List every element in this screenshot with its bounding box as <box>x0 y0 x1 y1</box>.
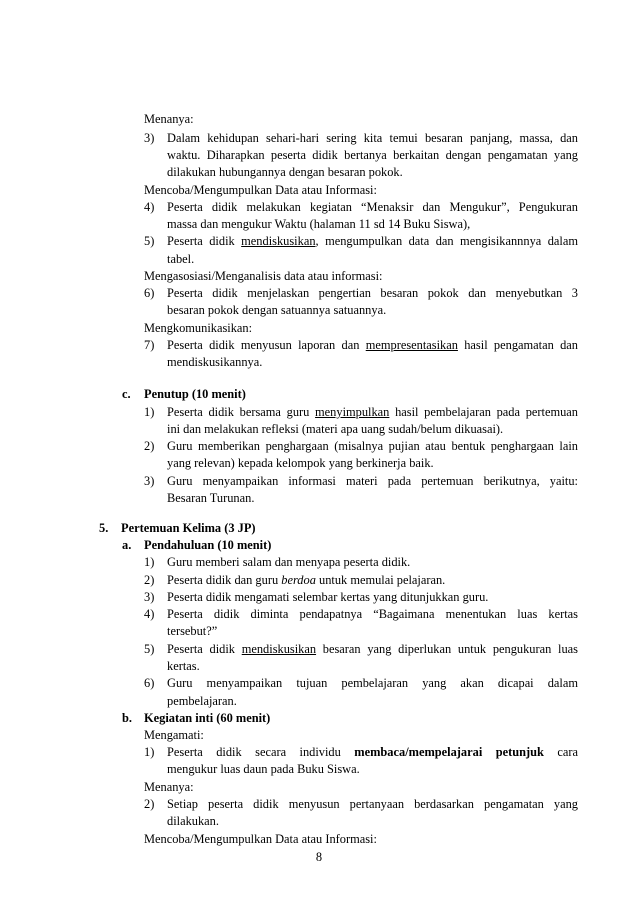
section-letter: b. <box>122 711 132 725</box>
item-text: Peserta didik menjelaskan pengertian besaran pokok dan menyebutkan 3 <box>167 286 578 300</box>
text-run: Peserta didik menyusun laporan dan <box>167 338 366 352</box>
kegiatan-inti-heading: Kegiatan inti (60 menit) <box>144 711 271 725</box>
item-text: Guru menyampaikan tujuan pembelajaran yang akan dicapai dalam <box>167 676 578 690</box>
item-number: 1) <box>144 745 155 759</box>
section-number: 5. <box>99 521 109 535</box>
item-text: dilakukan hubungannya dengan besaran pokok. <box>167 165 403 179</box>
item-text: dilakukan. <box>167 814 219 828</box>
text-run: hasil pengamatan dan <box>457 338 578 352</box>
item-number: 5) <box>144 642 155 656</box>
item-number: 2) <box>144 573 155 587</box>
item-text <box>167 744 578 760</box>
underlined-term: mendiskusikan <box>241 234 316 248</box>
text-run: Peserta didik <box>167 234 242 248</box>
text-run: besaran yang diperlukan untuk pengukuran luas <box>316 642 579 656</box>
underlined-term: menyimpulkan <box>315 405 390 419</box>
item-text: Guru memberikan penghargaan (misalnya pujian atau bentuk penghargaan lain <box>167 439 578 453</box>
section-letter: c. <box>122 387 131 401</box>
text-run: Peserta didik <box>167 642 242 656</box>
item-text <box>167 641 578 657</box>
item-number: 2) <box>144 797 155 811</box>
item-text: Peserta didik melakukan kegiatan “Menaksir dan Mengukur”, Pengukuran <box>167 200 578 214</box>
item-text: mendiskusikannya. <box>167 355 263 369</box>
text-run: Peserta didik bersama guru <box>167 405 316 419</box>
item-text: Peserta didik diminta pendapatnya “Bagaimana menentukan luas kertas <box>167 607 578 621</box>
text-run: Peserta didik dan guru <box>167 573 282 587</box>
item-number: 1) <box>144 405 155 419</box>
page-number: 8 <box>315 850 323 864</box>
item-number: 6) <box>144 286 155 300</box>
item-number: 3) <box>144 590 155 604</box>
item-text: pembelajaran. <box>167 694 237 708</box>
menanya-label: Menanya: <box>144 112 194 126</box>
item-text: kertas. <box>167 659 200 673</box>
item-text: Guru memberi salam dan menyapa peserta didik. <box>167 555 411 569</box>
pendahuluan-heading: Pendahuluan (10 menit) <box>144 538 272 552</box>
text-run: cara <box>543 745 578 759</box>
section-letter: a. <box>122 538 132 552</box>
item-number: 4) <box>144 607 155 621</box>
mengamati-label: Mengamati: <box>144 728 204 742</box>
item-number: 3) <box>144 474 155 488</box>
underlined-term: mendiskusikan <box>241 642 317 656</box>
item-text: Setiap peserta didik menyusun pertanyaan berdasarkan pengamatan yang <box>167 797 578 811</box>
underlined-term: mempresentasikan <box>365 338 458 352</box>
bold-term: membaca/mempelajarai petunjuk <box>354 745 544 759</box>
item-number: 2) <box>144 439 155 453</box>
mencoba-label: Mencoba/Mengumpulkan Data atau Informasi: <box>144 183 377 197</box>
item-text <box>167 572 445 588</box>
text-run: Peserta didik secara individu <box>167 745 355 759</box>
item-number: 5) <box>144 234 155 248</box>
item-text: mengukur luas daun pada Buku Siswa. <box>167 762 360 776</box>
item-text: tabel. <box>167 252 195 266</box>
item-text: Dalam kehidupan sehari-hari sering kita temui besaran panjang, massa, dan <box>167 131 578 145</box>
italic-term: berdoa <box>281 573 316 587</box>
penutup-heading: Penutup (10 menit) <box>144 387 246 401</box>
item-text: massa dan mengukur Waktu (halaman 11 sd 14 Buku Siswa), <box>167 217 471 231</box>
menanya-label: Menanya: <box>144 780 194 794</box>
item-number: 1) <box>144 555 155 569</box>
item-text: yang relevan) kepada kelompok yang berkinerja baik. <box>167 456 434 470</box>
mengasosiasi-label: Mengasosiasi/Menganalisis data atau informasi: <box>144 269 383 283</box>
item-text: Besaran Turunan. <box>167 491 255 505</box>
item-text <box>167 337 578 353</box>
item-text: Guru menyampaikan informasi materi pada pertemuan berikutnya, yaitu: <box>167 474 578 488</box>
item-number: 3) <box>144 131 155 145</box>
item-text: waktu. Diharapkan peserta didik bertanya berkaitan dengan pengamatan yang <box>167 148 578 162</box>
item-text: ini dan melakukan refleksi (materi apa uang sudah/belum dikuasai). <box>167 422 504 436</box>
pertemuan-heading: Pertemuan Kelima (3 JP) <box>121 521 256 535</box>
text-run: hasil pembelajaran pada pertemuan <box>389 405 578 419</box>
item-number: 4) <box>144 200 155 214</box>
mengkomunikasikan-label: Mengkomunikasikan: <box>144 321 253 335</box>
text-run: , mengumpulkan data dan mengisikannnya dalam <box>315 234 578 248</box>
item-number: 6) <box>144 676 155 690</box>
mencoba-label: Mencoba/Mengumpulkan Data atau Informasi: <box>144 832 377 846</box>
item-text: besaran pokok dengan satuannya satuannya. <box>167 303 387 317</box>
item-text: tersebut?” <box>167 624 218 638</box>
item-text <box>167 404 578 420</box>
item-number: 7) <box>144 338 155 352</box>
item-text: Peserta didik mengamati selembar kertas yang ditunjukkan guru. <box>167 590 489 604</box>
text-run: untuk memulai pelajaran. <box>315 573 446 587</box>
item-text <box>167 233 578 249</box>
